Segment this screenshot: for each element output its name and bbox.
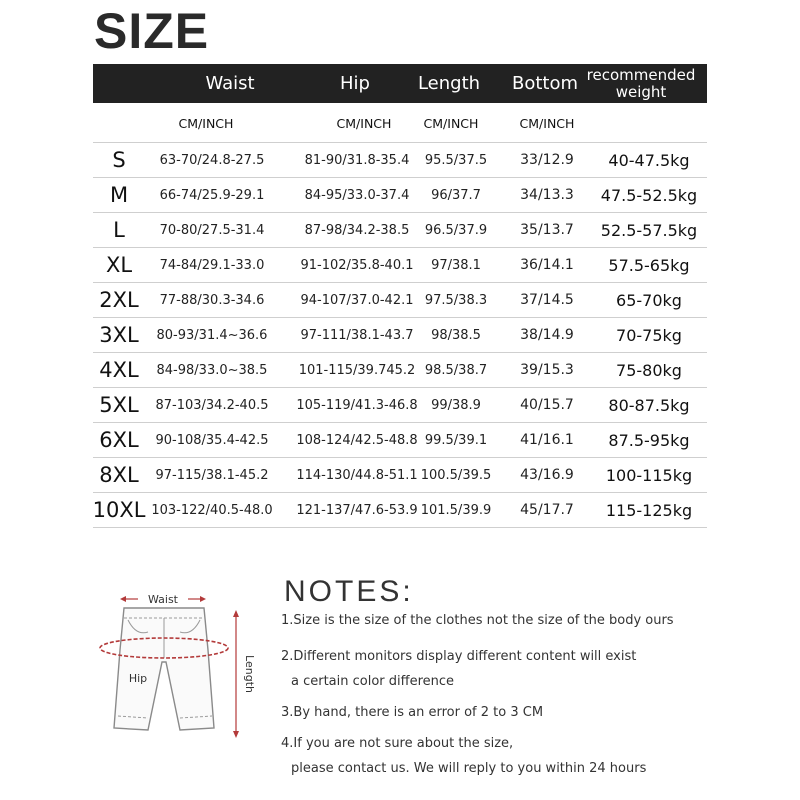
- header-length: Length: [417, 73, 481, 94]
- cell-size: 4XL: [99, 358, 139, 382]
- cell-length: 97/38.1: [431, 257, 481, 273]
- cell-bottom: 43/16.9: [520, 467, 574, 483]
- cell-hip: 105-119/41.3-46.8: [296, 397, 418, 413]
- table-row: [93, 318, 707, 353]
- cell-bottom: 38/14.9: [520, 327, 574, 343]
- header-recommended-line2: weight: [615, 82, 667, 101]
- cell-bottom: 40/15.7: [520, 397, 574, 413]
- cell-length: 96.5/37.9: [424, 222, 488, 238]
- table-row: [93, 388, 707, 423]
- table-row: [93, 283, 707, 318]
- cell-waist: 70-80/27.5-31.4: [159, 222, 265, 238]
- units-row: [93, 104, 707, 143]
- table-row: [93, 178, 707, 213]
- note-4-continued: please contact us. We will reply to you within 24 hours: [291, 761, 647, 776]
- cell-waist: 103-122/40.5-48.0: [151, 502, 273, 518]
- cell-length: 97.5/38.3: [424, 292, 488, 308]
- cell-waist: 74-84/29.1-33.0: [159, 257, 265, 273]
- header-recommended-line1: recommended: [586, 65, 696, 84]
- cell-length: 99.5/39.1: [424, 432, 488, 448]
- cell-size: M: [109, 183, 129, 207]
- table-row: [93, 143, 707, 178]
- unit-waist: CM/INCH: [178, 115, 234, 131]
- unit-hip: CM/INCH: [336, 115, 392, 131]
- cell-length: 100.5/39.5: [420, 467, 492, 483]
- cell-size: 6XL: [99, 428, 139, 452]
- cell-size: 3XL: [99, 323, 139, 347]
- table-row: [93, 423, 707, 458]
- cell-hip: 81-90/31.8-35.4: [304, 152, 410, 168]
- table-row: [93, 458, 707, 493]
- cell-hip: 97-111/38.1-43.7: [300, 327, 414, 343]
- cell-length: 99/38.9: [431, 397, 481, 413]
- note-3: 3.By hand, there is an error of 2 to 3 CM: [281, 705, 544, 720]
- cell-hip: 84-95/33.0-37.4: [304, 187, 410, 203]
- table-row: [93, 493, 707, 528]
- cell-waist: 84-98/33.0~38.5: [156, 362, 268, 378]
- cell-hip: 108-124/42.5-48.8: [296, 432, 418, 448]
- cell-waist: 63-70/24.8-27.5: [159, 152, 265, 168]
- cell-length: 96/37.7: [431, 187, 481, 203]
- cell-hip: 91-102/35.8-40.1: [300, 257, 414, 273]
- cell-waist: 87-103/34.2-40.5: [155, 397, 269, 413]
- cell-weight: 87.5-95kg: [608, 430, 690, 450]
- cell-bottom: 37/14.5: [520, 292, 574, 308]
- cell-weight: 47.5-52.5kg: [600, 185, 698, 205]
- cell-size: 8XL: [99, 463, 139, 487]
- cell-weight: 100-115kg: [605, 465, 693, 485]
- cell-size: XL: [105, 253, 133, 277]
- cell-length: 98/38.5: [431, 327, 481, 343]
- cell-length: 95.5/37.5: [424, 152, 488, 168]
- cell-length: 98.5/38.7: [424, 362, 488, 378]
- cell-weight: 52.5-57.5kg: [600, 220, 698, 240]
- cell-bottom: 35/13.7: [520, 222, 574, 238]
- cell-bottom: 45/17.7: [520, 502, 574, 518]
- cell-hip: 87-98/34.2-38.5: [304, 222, 410, 238]
- note-2-continued: a certain color difference: [291, 674, 455, 689]
- cell-weight: 57.5-65kg: [608, 255, 690, 275]
- cell-size: 5XL: [99, 393, 139, 417]
- unit-bottom: CM/INCH: [519, 115, 575, 131]
- header-bottom: Bottom: [511, 73, 579, 94]
- cell-length: 101.5/39.9: [420, 502, 492, 518]
- cell-bottom: 33/12.9: [520, 152, 574, 168]
- cell-weight: 80-87.5kg: [608, 395, 690, 415]
- cell-size: 2XL: [99, 288, 139, 312]
- diagram-length-label: Length: [243, 655, 256, 693]
- table-row: [93, 248, 707, 283]
- notes-title: NOTES:: [284, 575, 414, 608]
- note-2: 2.Different monitors display different content will exist: [281, 649, 637, 664]
- cell-waist: 77-88/30.3-34.6: [159, 292, 265, 308]
- cell-hip: 114-130/44.8-51.1: [296, 467, 418, 483]
- cell-weight: 70-75kg: [616, 325, 682, 345]
- shorts-diagram: [92, 580, 264, 740]
- diagram-waist-label: Waist: [147, 593, 179, 606]
- cell-weight: 40-47.5kg: [608, 150, 690, 170]
- page-title: SIZE: [94, 3, 210, 59]
- cell-hip: 101-115/39.745.2: [298, 362, 416, 378]
- header-recommended-weight: [585, 64, 697, 103]
- cell-weight: 75-80kg: [616, 360, 682, 380]
- table-header: [93, 64, 707, 103]
- header-waist: Waist: [205, 73, 255, 94]
- cell-weight: 65-70kg: [616, 290, 682, 310]
- note-4: 4.If you are not sure about the size,: [281, 736, 514, 751]
- cell-bottom: 34/13.3: [520, 187, 574, 203]
- cell-hip: 94-107/37.0-42.1: [300, 292, 414, 308]
- unit-length: CM/INCH: [423, 115, 479, 131]
- table-row: [93, 353, 707, 388]
- header-hip: Hip: [340, 73, 370, 94]
- cell-bottom: 41/16.1: [520, 432, 574, 448]
- cell-size: L: [113, 218, 125, 242]
- diagram-hip-label: Hip: [128, 672, 148, 685]
- cell-waist: 90-108/35.4-42.5: [155, 432, 269, 448]
- cell-weight: 115-125kg: [605, 500, 693, 520]
- cell-waist: 97-115/38.1-45.2: [155, 467, 269, 483]
- cell-hip: 121-137/47.6-53.9: [296, 502, 418, 518]
- cell-bottom: 36/14.1: [520, 257, 574, 273]
- cell-waist: 80-93/31.4~36.6: [156, 327, 268, 343]
- cell-waist: 66-74/25.9-29.1: [159, 187, 265, 203]
- table-row: [93, 213, 707, 248]
- cell-size: 10XL: [92, 498, 146, 522]
- cell-bottom: 39/15.3: [520, 362, 574, 378]
- cell-size: S: [112, 148, 126, 172]
- note-1: 1.Size is the size of the clothes not the size of the body ours: [281, 613, 674, 628]
